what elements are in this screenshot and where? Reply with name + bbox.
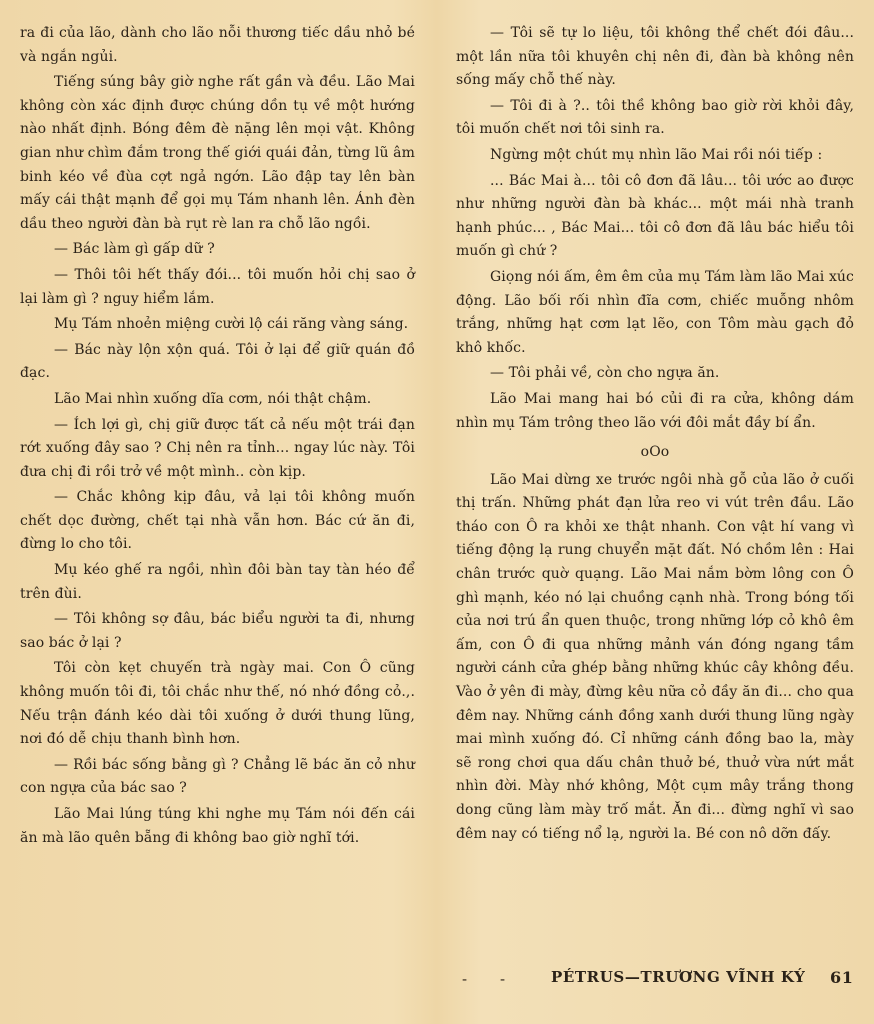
paragraph: — Bác này lộn xộn quá. Tôi ở lại để giữ quán đồ đạc.: [20, 341, 415, 382]
paragraph: — Tôi sẽ tự lo liệu, tôi không thể chết đói đâu... một lần nữa tôi khuyên chị nên đi, đàn bà không nên sống mấy chỗ thế này.: [456, 25, 854, 89]
section-separator: oOo: [640, 444, 670, 461]
paragraph: ra đi của lão, dành cho lão nỗi thương tiếc dầu nhỏ bé và ngắn ngủi.: [20, 25, 415, 65]
paragraph: Lão Mai mang hai bó củi đi ra cửa, không dám nhìn mụ Tám trông theo lão với đôi mắt đầy bí ẩn.: [456, 390, 854, 431]
paragraph: — Tôi đi à ?.. tôi thề không bao giờ rời khỏi đây, tôi muốn chết nơi tôi sinh ra.: [456, 97, 854, 138]
page-footer: [460, 966, 855, 992]
paragraph: Lão Mai dừng xe trước ngôi nhà gỗ của lão ở cuối thị trấn. Những phát đạn lửa reo vi vút trên đầu. Lão tháo con Ô ra khỏi xe thật nhanh. Con vật hí vang vì tiếng động lạ rung chuyển mặt đất. Nó chồm lên : Hai chân trước quờ quạng. Lão Mai nắm bờm lông con Ô ghì mạnh, kéo nó lại chuồng cạnh nhà. Trong bóng tối của nơi trú ẩn quen thuộc, trong những lớp cỏ khô êm ấm, con Ô đi qua những mảnh ván đóng ngang tầm người cánh cửa ghép bằng những khúc cây không đều. Vào ở yên đi mày, đừng kêu nữa cỏ đầy ăn đi... cho qua đêm nay. Những cánh đồng xanh dưới thung lũng ngày mai mình xuống đó. Cỉ những cánh đồng bao la, mày sẽ rong chơi qua dấu chân thuở bé, thuở vừa nứt mắt nhìn đời. Mày nhớ không, Một cụm mây trắng thong dong cũng làm mày trố mắt. Ăn đi... đừng nghĩ vì sao đêm nay có tiếng nổ lạ, người la. Bé con nô dỡn đấy.: [456, 471, 854, 842]
paragraph: — Chắc không kịp đâu, vả lại tôi không muốn chết dọc đường, chết tại nhà vẫn hơn. Bác cứ ăn đi, đừng lo cho tôi.: [20, 489, 415, 553]
paragraph: Lão Mai nhìn xuống dĩa cơm, nói thật chậm.: [54, 390, 372, 407]
author-credit: PÉTRUS—TRƯƠNG VĨNH KÝ: [551, 968, 806, 986]
paragraph: Ngừng một chút mụ nhìn lão Mai rồi nói tiếp :: [490, 146, 823, 163]
paragraph: — Ích lợi gì, chị giữ được tất cả nếu một trái đạn rớt xuống đây sao ? Chị nên ra tỉnh... ngay lúc này. Tôi đưa chị đi rồi trở về một mình.. còn kịp.: [20, 416, 415, 480]
paragraph: — Bác làm gì gấp dữ ?: [54, 241, 215, 258]
page-number: 61: [830, 968, 854, 987]
paragraph: ... Bác Mai à... tôi cô đơn đã lâu... tôi ước ao được như những người đàn bà khác... một mái nhà tranh hạnh phúc... , Bác Mai... tôi cô đơn đã lâu bác hiểu tôi muốn gì chứ ?: [456, 172, 854, 260]
paragraph: Tiếng súng bây giờ nghe rất gần và đều. Lão Mai không còn xác định được chúng dồn tụ về một hướng nào nhất định. Bóng đêm đè nặng lên mọi vật. Không gian như chìm đắm trong thế giới quái đản, từng lũ âm binh kéo về đùa cợt ngả ngớn. Lão đập tay lên bàn mấy cái thật mạnh để gọi mụ Tám nhanh lên. Ánh đèn dầu theo người đàn bà rụt rè lan ra chỗ lão ngồi.: [20, 74, 415, 232]
paragraph: Mụ Tám nhoẻn miệng cười lộ cái răng vàng sáng.: [54, 316, 409, 333]
paragraph: Giọng nói ấm, êm êm của mụ Tám làm lão Mai xúc động. Lão bối rối nhìn đĩa cơm, chiếc muỗng nhôm trắng, những hạt cơm lạt lẽo, con Tôm màu gạch đỏ khô khốc.: [456, 268, 854, 356]
paragraph: Lão Mai lúng túng khi nghe mụ Tám nói đến cái ăn mà lão quên bẵng đi không bao giờ nghĩ tới.: [20, 806, 415, 846]
paragraph: Tôi còn kẹt chuyến trà ngày mai. Con Ô cũng không muốn tôi đi, tôi chắc như thế, nó nhớ đồng cỏ.,. Nếu trận đánh kéo dài tôi xuống ở dưới thung lũng, nơi đó dễ chịu thanh bình hơn.: [20, 660, 415, 748]
paragraph: — Tôi phải về, còn cho ngựa ăn.: [490, 365, 720, 382]
left-text-column: [20, 22, 415, 852]
paragraph: Mụ kéo ghế ra ngồi, nhìn đôi bàn tay tàn héo để trên đùi.: [20, 562, 415, 602]
paragraph: — Rồi bác sống bằng gì ? Chẳng lẽ bác ăn cỏ như con ngựa của bác sao ?: [20, 756, 415, 797]
paragraph: — Thôi tôi hết thấy đói... tôi muốn hỏi chị sao ở lại làm gì ? nguy hiểm lắm.: [20, 266, 415, 307]
right-text-column: [456, 22, 854, 848]
footer-dash: -: [500, 970, 506, 988]
footer-dash: -: [462, 970, 468, 988]
paragraph: — Tôi không sợ đâu, bác biểu người ta đi, nhưng sao bác ở lại ?: [20, 611, 415, 651]
